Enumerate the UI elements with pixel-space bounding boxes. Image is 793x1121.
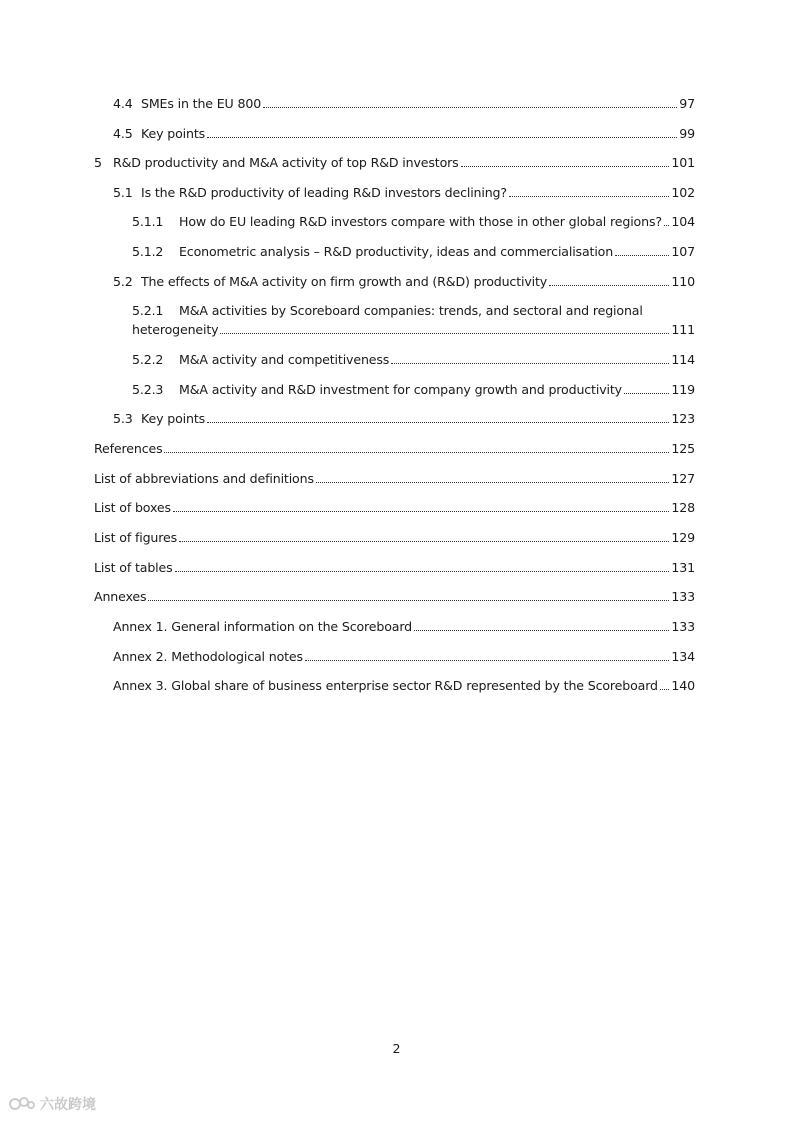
toc-leader [316, 481, 670, 483]
toc-entry-page: 129 [671, 530, 695, 545]
toc-entry-page: 127 [671, 471, 695, 486]
toc-entry-title: Key points [141, 411, 206, 426]
page-number: 2 [392, 1041, 401, 1056]
toc-entry-title-continued: heterogeneity [132, 322, 219, 337]
toc-entry-title: References [94, 441, 163, 456]
toc-entry-page: 107 [671, 244, 695, 259]
toc-entry-title: Econometric analysis – R&D productivity, ideas and commercialisation [179, 244, 614, 259]
toc-entry-title: M&A activity and competitiveness [179, 352, 390, 367]
toc-entry-page: 133 [671, 619, 695, 634]
toc-entry-title: List of figures [94, 530, 178, 545]
watermark-logo-icon [8, 1095, 36, 1113]
toc-leader [207, 421, 669, 423]
toc-entry-page: 102 [671, 185, 695, 200]
toc-leader [664, 224, 670, 226]
toc-leader [148, 599, 669, 601]
toc-leader [615, 254, 669, 256]
toc-entry-title: How do EU leading R&D investors compare with those in other global regions? [179, 214, 662, 229]
toc-entry-page: 134 [671, 649, 695, 664]
toc-leader [660, 688, 670, 690]
toc-entry-page: 131 [671, 560, 695, 575]
toc-entry-number: 4.4 [113, 96, 133, 111]
toc-entry-title: Annex 2. Methodological notes [113, 649, 303, 664]
toc-leader [305, 659, 669, 661]
toc-entry-number: 5.2.3 [132, 382, 164, 397]
toc-leader [164, 451, 669, 453]
toc-entry-page: 128 [671, 500, 695, 515]
toc-entry-title: M&A activities by Scoreboard companies: trends, and sectoral and regional [179, 303, 643, 318]
toc-entry-page: 111 [671, 322, 695, 337]
toc-leader [549, 284, 669, 286]
toc-entry-title: Annex 1. General information on the Scoreboard [113, 619, 413, 634]
toc-entry-title: Annexes [94, 589, 147, 604]
toc-entry-page: 125 [671, 441, 695, 456]
toc-entry-page: 140 [671, 678, 695, 693]
toc-entry-title: Annex 3. Global share of business enterprise sector R&D represented by the Scoreboard [113, 678, 658, 693]
toc-leader [175, 570, 670, 572]
toc-entry-page: 99 [679, 126, 695, 141]
toc-entry-number: 5 [94, 155, 102, 170]
toc-entry-number: 5.2.2 [132, 352, 164, 367]
toc-entry-number: 5.2 [113, 274, 133, 289]
toc-entry-title: M&A activity and R&D investment for company growth and productivity [179, 382, 622, 397]
watermark-text: 六故跨境 [40, 1097, 96, 1113]
toc-entry-page: 97 [679, 96, 695, 111]
toc-leader [173, 510, 670, 512]
toc-entry-page: 104 [671, 214, 695, 229]
toc-entry-title: SMEs in the EU 800 [141, 96, 262, 111]
toc-entry-number: 5.3 [113, 411, 133, 426]
toc-entry-title: Key points [141, 126, 206, 141]
toc-entry-title: The effects of M&A activity on firm growth and (R&D) productivity [141, 274, 548, 289]
toc-leader [461, 165, 670, 167]
toc-entry-title: List of tables [94, 560, 173, 575]
toc-leader [179, 540, 669, 542]
toc-leader [207, 136, 677, 138]
toc-entry-page: 114 [671, 352, 695, 367]
watermark [8, 1094, 96, 1114]
toc-entry-page: 123 [671, 411, 695, 426]
toc-entry-title: R&D productivity and M&A activity of top R&D investors [113, 155, 459, 170]
toc-leader [509, 195, 669, 197]
toc-leader [263, 106, 677, 108]
toc-entry-page: 101 [671, 155, 695, 170]
toc-entry-title: List of boxes [94, 500, 171, 515]
toc-entry-page: 119 [671, 382, 695, 397]
toc-entry-number: 4.5 [113, 126, 133, 141]
toc-entry-title: Is the R&D productivity of leading R&D investors declining? [141, 185, 507, 200]
toc-leader [624, 392, 669, 394]
toc-entry-page: 133 [671, 589, 695, 604]
toc-entry-title: List of abbreviations and definitions [94, 471, 314, 486]
toc-entry-number: 5.2.1 [132, 303, 164, 318]
toc-entry-page: 110 [671, 274, 695, 289]
toc-leader [414, 629, 669, 631]
toc-entry-number: 5.1.1 [132, 214, 164, 229]
toc-leader [391, 362, 669, 364]
toc-entry-number: 5.1.2 [132, 244, 164, 259]
toc-leader [220, 332, 669, 334]
toc-entry-number: 5.1 [113, 185, 133, 200]
